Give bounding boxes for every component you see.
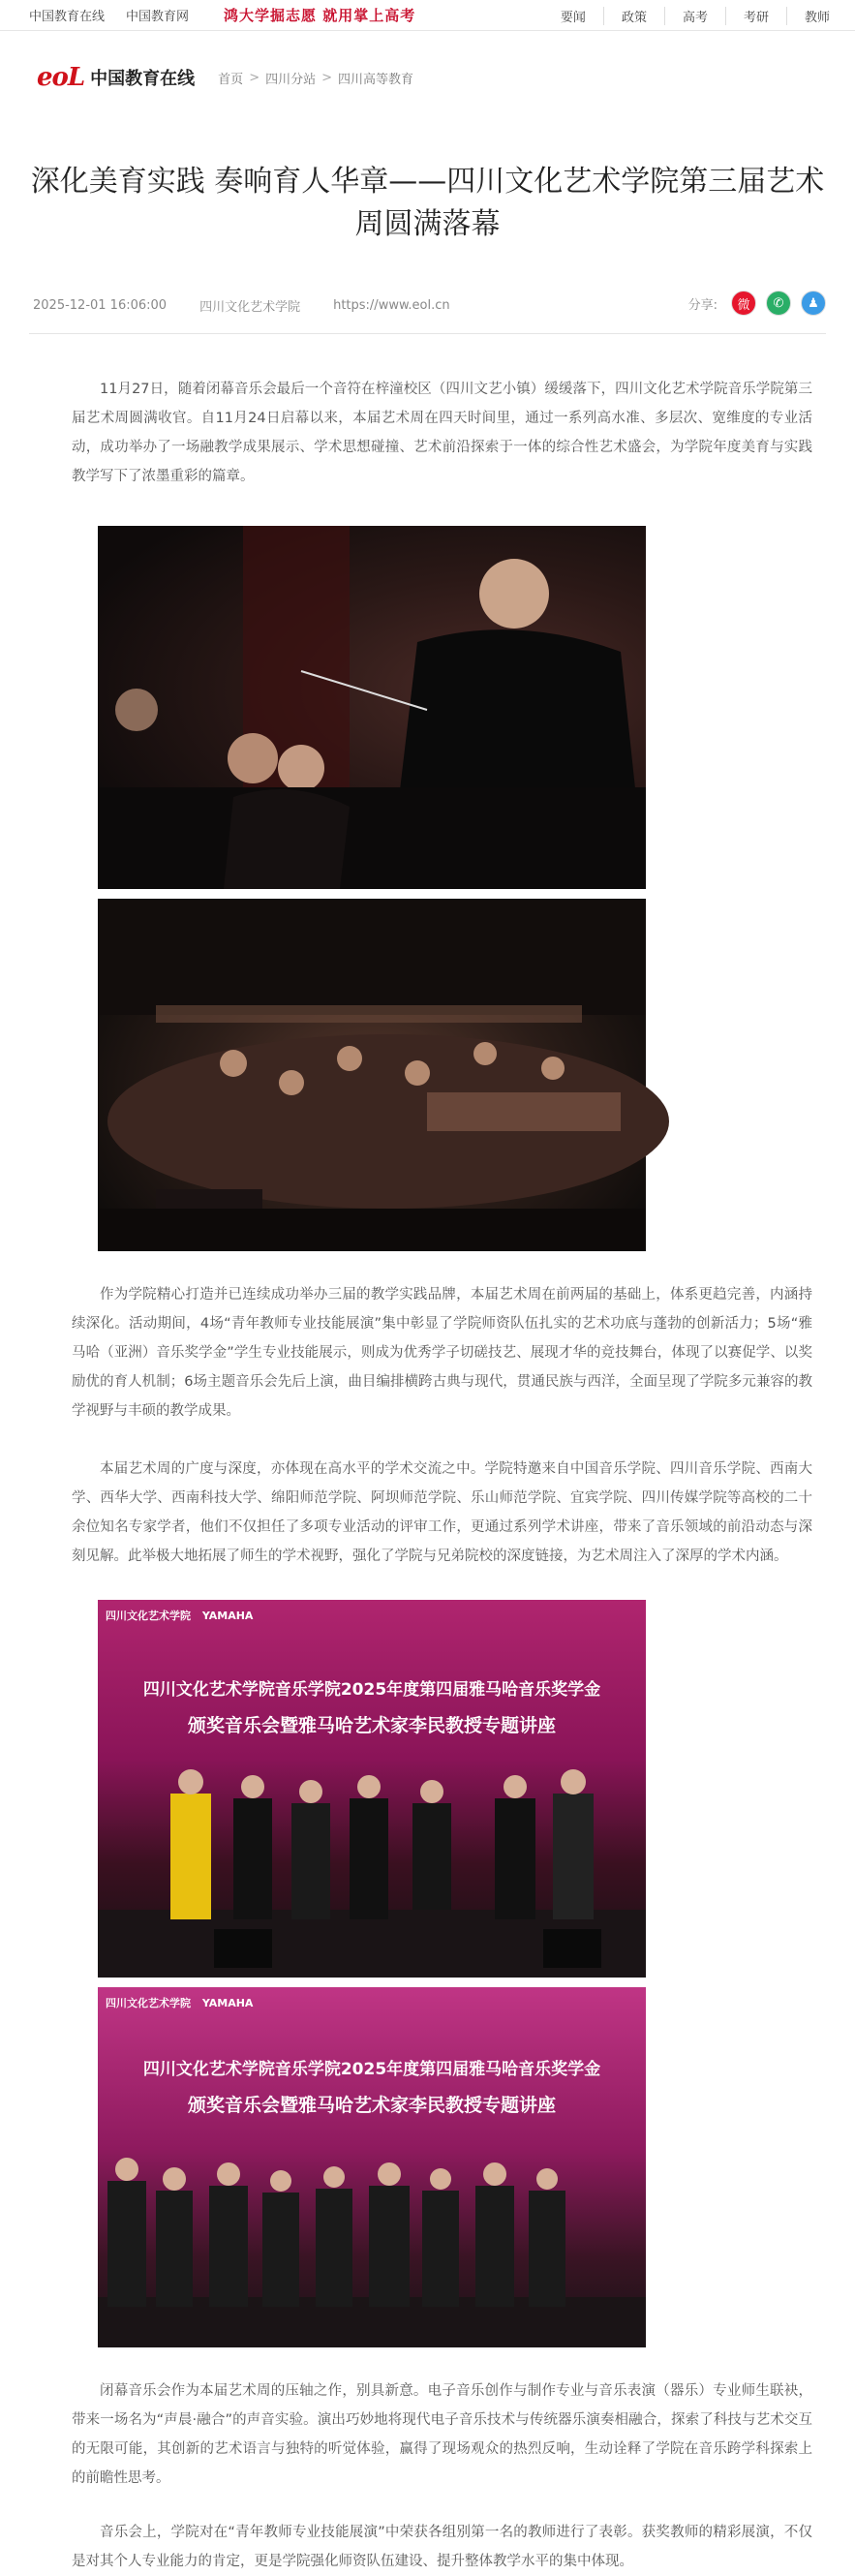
college-logo: 四川文化艺术学院: [106, 1997, 191, 2009]
banner-title: [98, 2055, 646, 2117]
article-paragraph: 闭幕音乐会作为本届艺术周的压轴之作，别具新意。电子音乐创作与制作专业与音乐表演（器乐）专业师生联袂，带来一场名为“声晨·融合”的声音实验。演出巧妙地将现代电子音乐技术与传统器乐演奏相融合，探索了科技与艺术交互的无限可能，其创新的艺术语言与独特的听觉体验，赢得了现场观众的热烈反响，生动诠释了学院在音乐跨学科探索上的前瞻性思考。: [72, 2383, 812, 2486]
share-label: 分享:: [687, 297, 718, 313]
top-link-kaoyan[interactable]: 考研: [725, 7, 786, 25]
conductor-photo: [98, 526, 646, 889]
breadcrumb: [218, 69, 413, 87]
breadcrumb-sichuan[interactable]: 四川分站: [265, 72, 317, 87]
breadcrumb-separator: >: [321, 70, 333, 85]
article-body: [0, 2377, 855, 2576]
top-nav-right: [543, 0, 847, 31]
share-bar: [688, 291, 826, 316]
article-paragraph: 本届艺术周的广度与深度，亦体现在高水平的学术交流之中。学院特邀来自中国音乐学院、四川音乐学院、西南大学、西华大学、西南科技大学、绵阳师范学院、阿坝师范学院、乐山师范学院、宜宾学院、四川传媒学院等高校的二十余位知名专家学者，他们不仅担任了多项专业活动的评审工作，更通过系列学术讲座，带来了音乐领域的前沿动态与深刻见解。此举极大地拓展了师生的学术视野，强化了学院与兄弟院校的深度链接，为艺术周注入了深厚的学术内涵。: [72, 1461, 812, 1564]
breadcrumb-higher-ed[interactable]: 四川高等教育: [338, 72, 414, 87]
conductor-photo-art: [98, 526, 646, 889]
logo-text: 中国教育在线: [90, 69, 196, 89]
orchestra-photo-art: [98, 899, 646, 1251]
site-header: [0, 31, 855, 124]
orchestra-photo: [98, 899, 646, 1251]
banner-line2: 颁奖音乐会暨雅马哈艺术家李民教授专题讲座: [187, 1715, 556, 1736]
article-paragraph: 音乐会上，学院对在“青年教师专业技能展演”中荣获各组别第一名的教师进行了表彰。获奖教师的精彩展演，不仅是对其个人专业能力的肯定，更是学院强化师资队伍建设、提升整体教学水平的集中体现。: [72, 2525, 812, 2569]
breadcrumb-separator: >: [249, 70, 260, 85]
banner-line1: 四川文化艺术学院音乐学院2025年度第四届雅马哈音乐奖学金: [142, 1680, 601, 1700]
logo-mark: eoL: [37, 63, 85, 92]
article-title: 深化美育实践 奏响育人华章——四川文化艺术学院第三届艺术周圆满落幕: [30, 165, 825, 241]
gaokao-slogan[interactable]: 鸿大学掘志愿 就用掌上高考: [224, 7, 416, 24]
award-ceremony-photo-art: [98, 1600, 646, 1978]
banner-title: [98, 1675, 646, 1737]
banner-logos: [106, 1608, 253, 1623]
award-group-photo: [98, 1987, 646, 2347]
article-body: [0, 375, 855, 491]
publish-date: 2025-12-01 16:06:00: [33, 297, 168, 313]
article-meta: [33, 291, 826, 320]
banner-logos: [106, 1995, 253, 2010]
award-ceremony-photo: [98, 1600, 646, 1978]
yamaha-logo: YAMAHA: [201, 1610, 254, 1622]
yamaha-logo: YAMAHA: [201, 1997, 254, 2009]
college-logo: 四川文化艺术学院: [106, 1610, 191, 1622]
top-link-news[interactable]: 要闻: [560, 10, 586, 25]
weibo-share-icon[interactable]: 微: [731, 291, 756, 316]
article-source: 四川文化艺术学院: [199, 299, 301, 315]
source-url[interactable]: https://www.eol.cn: [333, 297, 450, 313]
top-link-gaokao[interactable]: 高考: [664, 7, 725, 25]
banner-line2: 颁奖音乐会暨雅马哈艺术家李民教授专题讲座: [187, 2095, 556, 2116]
wechat-share-icon[interactable]: ✆: [766, 291, 791, 316]
banner-line1: 四川文化艺术学院音乐学院2025年度第四届雅马哈音乐奖学金: [142, 2060, 601, 2079]
top-link-eol[interactable]: 中国教育在线: [29, 10, 106, 24]
qq-share-icon[interactable]: ♟: [801, 291, 826, 316]
meta-divider: [29, 333, 826, 334]
top-link-eol-net[interactable]: 中国教育网: [126, 10, 190, 24]
award-group-photo-art: [98, 1987, 646, 2347]
article-body: [0, 1280, 855, 1571]
breadcrumb-home[interactable]: 首页: [218, 72, 244, 87]
top-link-policy[interactable]: 政策: [603, 7, 664, 25]
top-nav-bar: [0, 0, 855, 31]
article-paragraph: 11月27日，随着闭幕音乐会最后一个音符在梓潼校区（四川文艺小镇）缓缓落下，四川文化艺术学院音乐学院第三届艺术周圆满收官。自11月24日启幕以来，本届艺术周在四天时间里，通过一系列高水准、多层次、宽维度的专业活动，成功举办了一场融教学成果展示、学术思想碰撞、艺术前沿探索于一体的综合性艺术盛会，为学院年度美育与实践教学写下了浓墨重彩的篇章。: [72, 382, 812, 484]
top-link-teacher[interactable]: 教师: [786, 7, 847, 25]
top-nav-left: [29, 6, 189, 24]
site-logo[interactable]: [37, 63, 195, 92]
article-paragraph: 作为学院精心打造并已连续成功举办三届的教学实践品牌，本届艺术周在前两届的基础上，体系更趋完善，内涵持续深化。活动期间，4场“青年教师专业技能展演”集中彰显了学院师资队伍扎实的艺术功底与蓬勃的创新活力；5场“雅马哈（亚洲）音乐奖学金”学生专业技能展示，则成为优秀学子切磋技艺、展现才华的竞技舞台，体现了以赛促学、以奖励优的育人机制；6场主题音乐会先后上演，曲目编排横跨古典与现代，贯通民族与西洋，全面呈现了学院多元兼容的教学视野与丰硕的教学成果。: [72, 1287, 812, 1419]
